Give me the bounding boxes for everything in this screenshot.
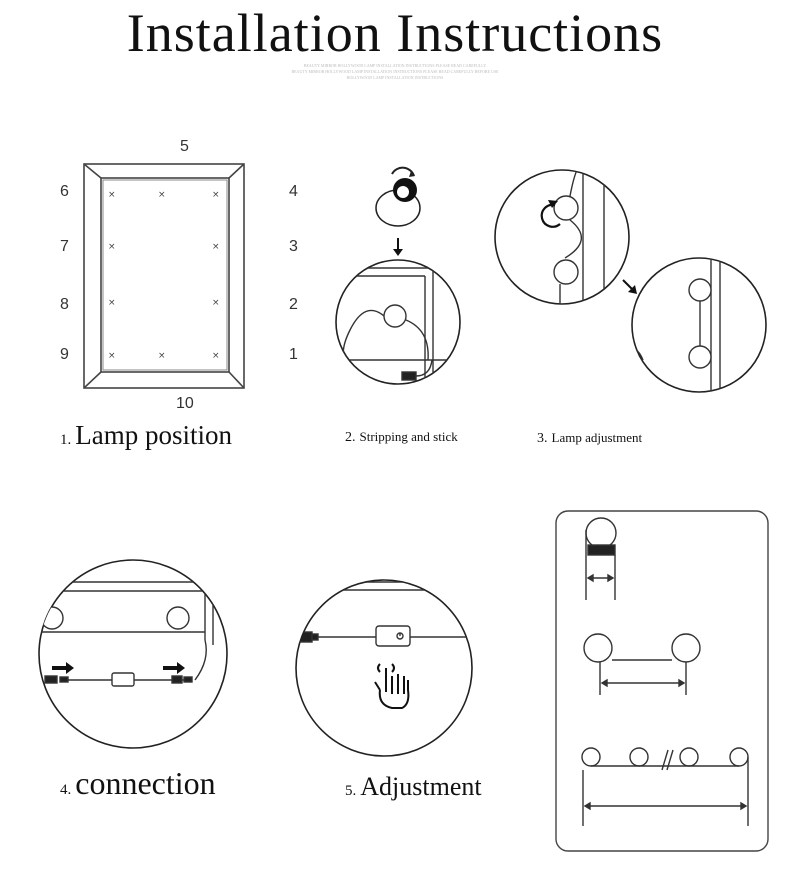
fine-print-line: HOLLYWOOD LAMP INSTALLATION INSTRUCTIONS bbox=[346, 75, 444, 80]
marker-x: × bbox=[108, 298, 116, 308]
position-label-top: 5 bbox=[180, 138, 189, 155]
step-label: connection bbox=[75, 765, 216, 801]
position-label-right: 3 bbox=[289, 238, 298, 255]
position-label-left: 9 bbox=[60, 346, 69, 363]
step-number: 5. bbox=[345, 783, 357, 799]
step-number: 1. bbox=[60, 432, 72, 448]
marker-x: × bbox=[212, 242, 220, 252]
marker-x: × bbox=[212, 190, 220, 200]
position-label-bottom: 10 bbox=[176, 395, 194, 412]
position-label-left: 7 bbox=[60, 238, 69, 255]
step-label: Lamp position bbox=[75, 420, 232, 450]
position-label-left: 8 bbox=[60, 296, 69, 313]
position-label-right: 2 bbox=[289, 296, 298, 313]
fine-print-line: BEAUTY MIRROR HOLLYWOOD LAMP INSTALLATION INSTRUCTIONS PLEASE READ CAREFULLY BEFORE USE bbox=[291, 69, 499, 74]
bulb-base-illustration bbox=[376, 168, 420, 226]
marker-x: × bbox=[108, 190, 116, 200]
step-label: Stripping and stick bbox=[359, 429, 458, 444]
step-4-detail-circle bbox=[35, 560, 227, 748]
marker-x: × bbox=[158, 190, 166, 200]
step-label: Adjustment bbox=[360, 772, 482, 801]
arrow-diagonal-icon bbox=[623, 280, 637, 294]
marker-x: × bbox=[158, 351, 166, 361]
step-3-detail-circle-b bbox=[632, 250, 766, 395]
arrow-down-icon bbox=[393, 238, 403, 256]
step-5-detail-circle bbox=[290, 580, 480, 756]
position-label-right: 1 bbox=[289, 346, 298, 363]
fine-print-line: BEAUTY MIRROR HOLLYWOOD LAMP INSTALLATION INSTRUCTIONS PLEASE READ CAREFULLY bbox=[303, 63, 487, 68]
step-3-detail-circle-a bbox=[495, 165, 629, 305]
page-title: Installation Instructions bbox=[126, 3, 664, 63]
marker-x: × bbox=[108, 242, 116, 252]
step-number: 3. bbox=[537, 431, 548, 446]
position-label-left: 6 bbox=[60, 183, 69, 200]
marker-x: × bbox=[212, 298, 220, 308]
position-label-right: 4 bbox=[289, 183, 298, 200]
step-number: 2. bbox=[345, 430, 356, 445]
marker-x: × bbox=[108, 351, 116, 361]
step-2-detail-circle bbox=[330, 260, 470, 390]
lamp-position-markers bbox=[108, 190, 220, 361]
spacing-guide-panel bbox=[556, 511, 768, 851]
step-number: 4. bbox=[60, 782, 72, 798]
step-label: Lamp adjustment bbox=[551, 430, 643, 445]
marker-x: × bbox=[212, 351, 220, 361]
